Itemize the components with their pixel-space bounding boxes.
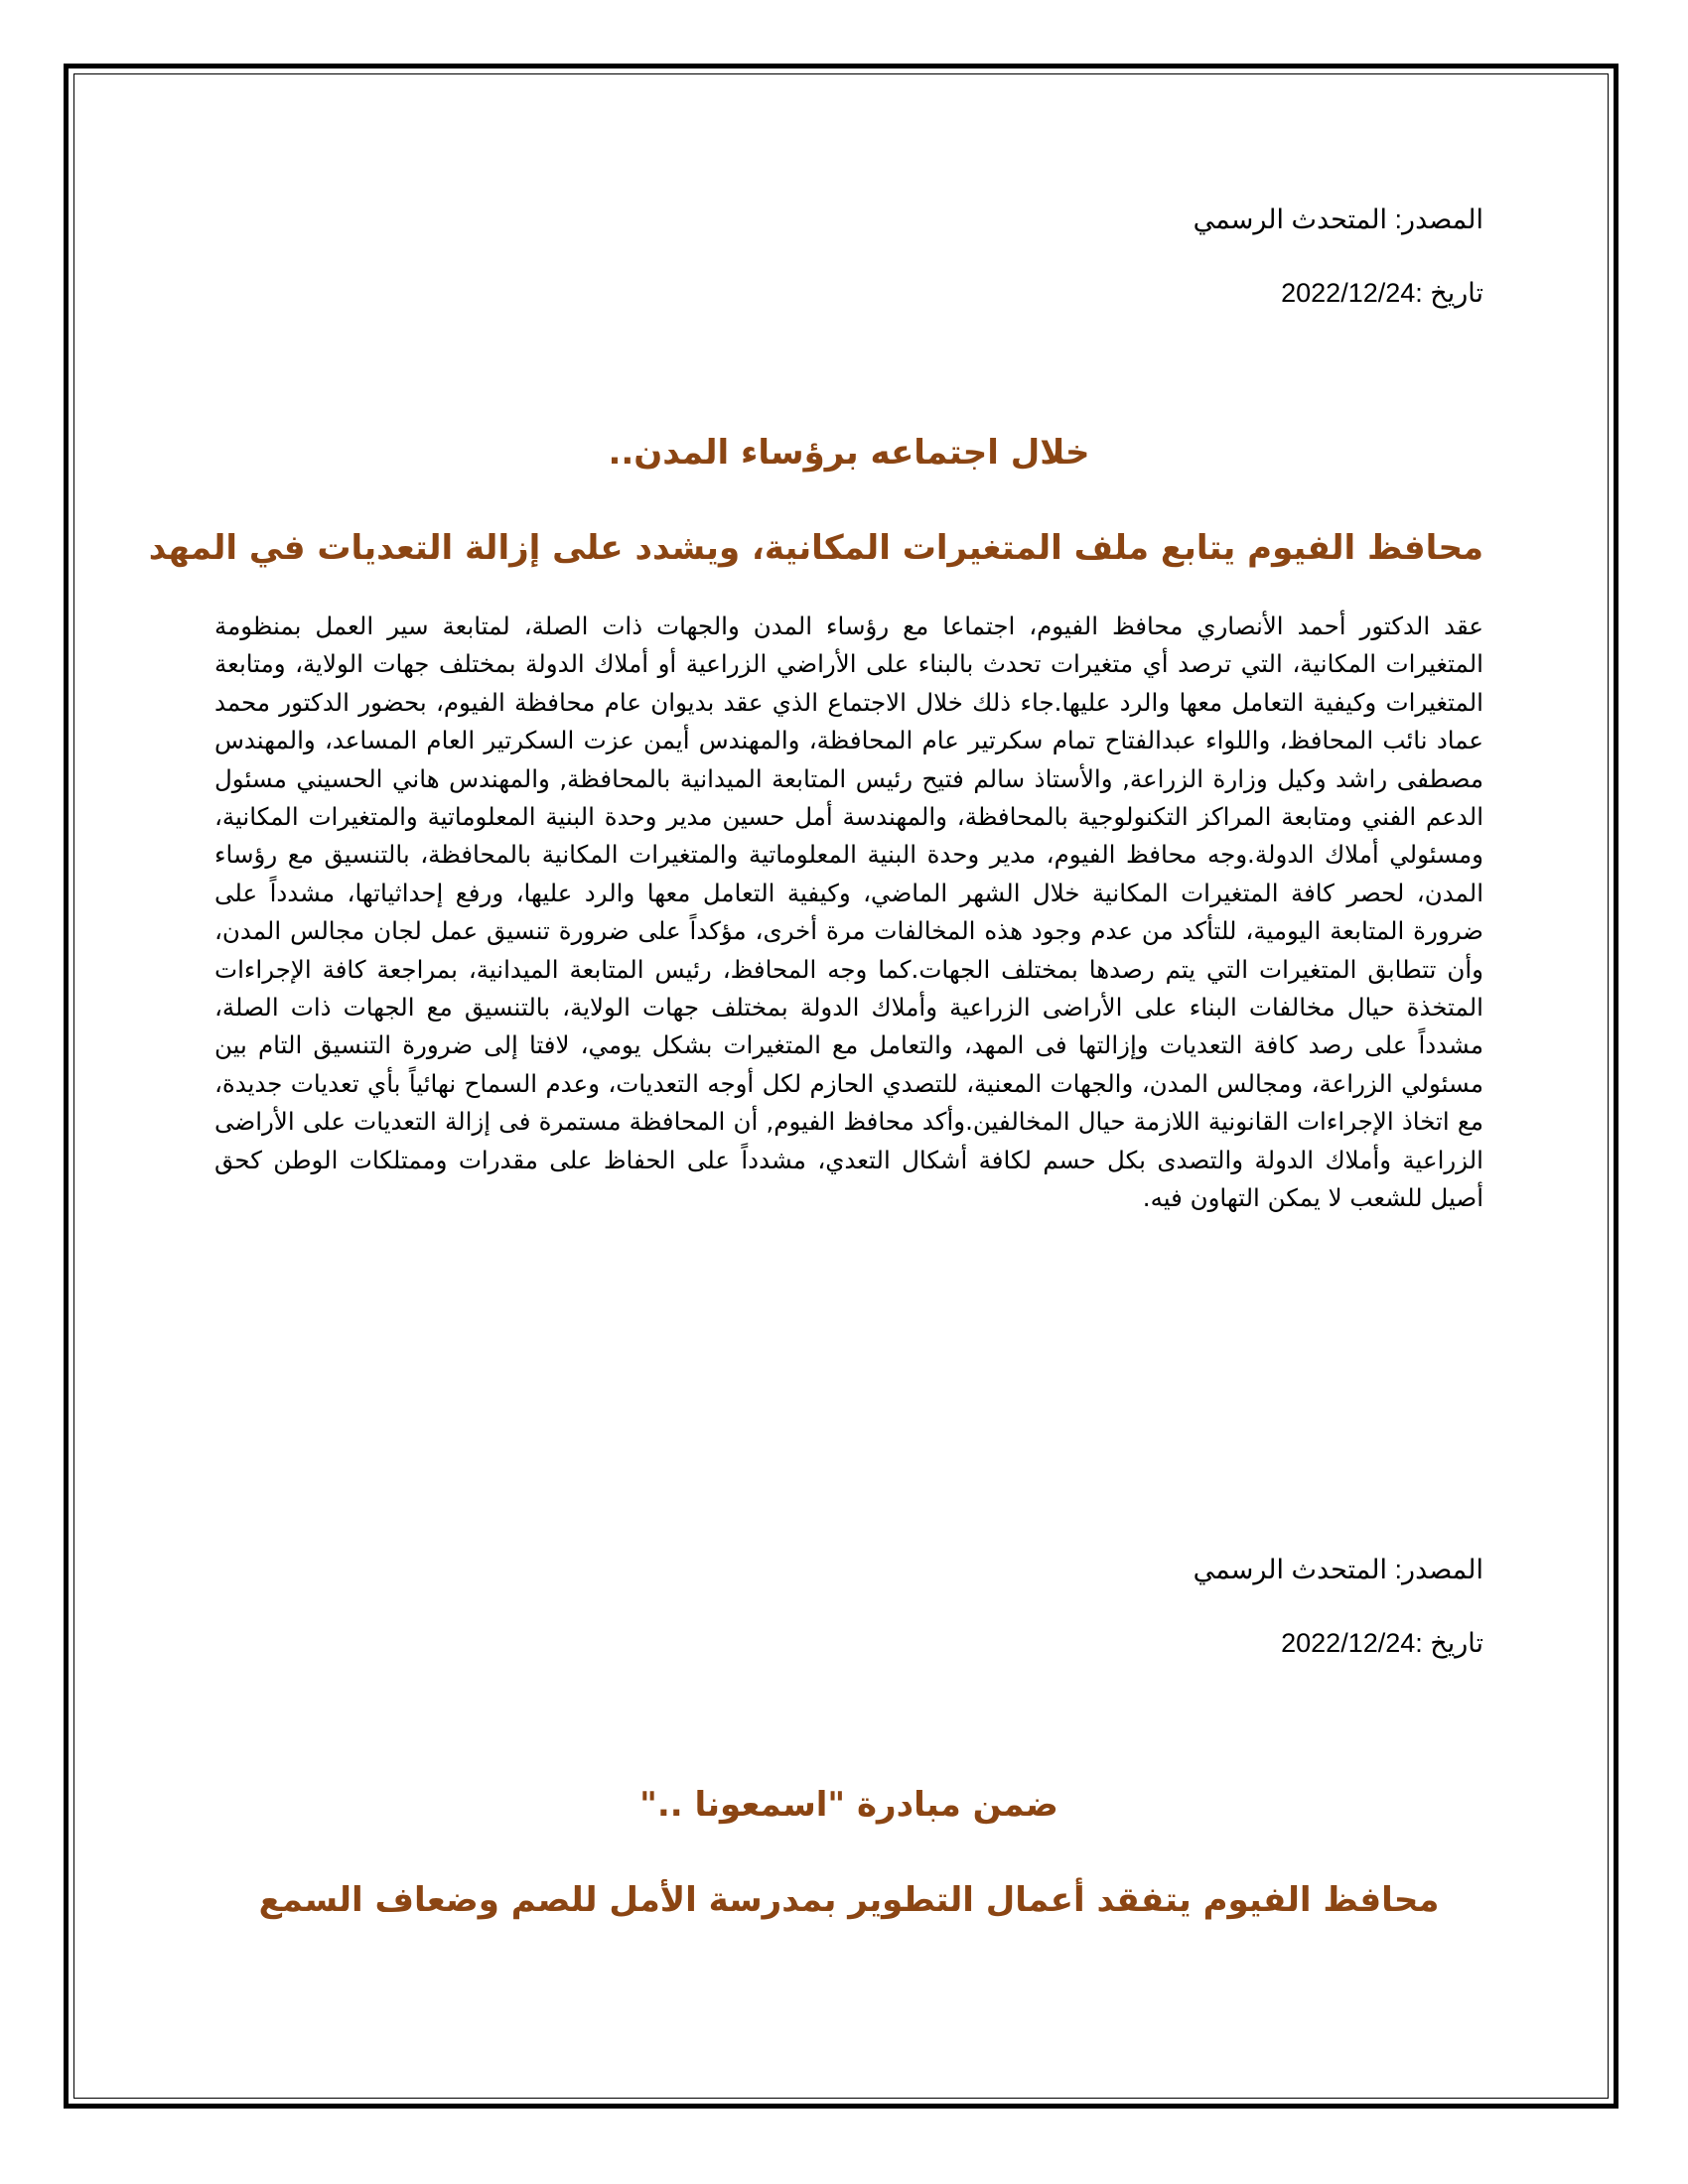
article2-date <box>1281 1626 1483 1660</box>
article1-date-label: تاريخ : <box>1415 278 1483 308</box>
article2-date-value: 2022/12/24 <box>1281 1628 1416 1658</box>
article1-date-value: 2022/12/24 <box>1281 278 1416 308</box>
article2-headline-main: محافظ الفيوم يتفقد أعمال التطوير بمدرسة الأمل للصم وضعاف السمع <box>258 1880 1440 1920</box>
article1-body: عقد الدكتور أحمد الأنصاري محافظ الفيوم، اجتماعا مع رؤساء المدن والجهات ذات الصلة، لمتابعة سير العمل بمنظومة المتغيرات المكانية، التي ترصد أي متغيرات تحدث بالبناء على الأراضي الزراعية أو أملاك الدولة بمختلف جهات الولاية، ومتابعة المتغيرات وكيفية التعامل معها والرد عليها.جاء ذلك خلال الاجتماع الذي عقد بديوان عام محافظة الفيوم، بحضور الدكتور محمد عماد نائب المحافظ، واللواء عبدالفتاح تمام سكرتير عام المحافظة، والمهندس أيمن عزت السكرتير العام المساعد، والمهندس مصطفى راشد وكيل وزارة الزراعة, والأستاذ سالم فتيح رئيس المتابعة الميدانية بالمحافظة, والمهندس هاني الحسيني مسئول الدعم الفني ومتابعة المراكز التكنولوجية بالمحافظة، والمهندسة أمل حسين مدير وحدة البنية المعلوماتية والمتغيرات المكانية، ومسئولي أملاك الدولة.وجه محافظ الفيوم، مدير وحدة البنية المعلوماتية والمتغيرات المكانية بالمحافظة، بالتنسيق مع رؤساء المدن، لحصر كافة المتغيرات المكانية خلال الشهر الماضي، وكيفية التعامل معها والرد عليها، ورفع إحداثياتها، مشدداً على ضرورة المتابعة اليومية، للتأكد من عدم وجود هذه المخالفات مرة أخرى، مؤكداً على ضرورة تنسيق عمل لجان مجالس المدن، وأن تتطابق المتغيرات التي يتم رصدها بمختلف الجهات.كما وجه المحافظ، رئيس المتابعة الميدانية، بمراجعة كافة الإجراءات المتخذة حيال مخالفات البناء على الأراضى الزراعية وأملاك الدولة بمختلف جهات الولاية، بالتنسيق مع الجهات ذات الصلة، مشدداً على رصد كافة التعديات وإزالتها فى المهد، والتعامل مع المتغيرات بشكل يومي، لافتا إلى ضرورة التنسيق التام بين مسئولي الزراعة، ومجالس المدن، والجهات المعنية، للتصدي الحازم لكل أوجه التعديات، وعدم السماح نهائياً بأي تعديات جديدة، مع اتخاذ الإجراءات القانونية اللازمة حيال المخالفين.وأكد محافظ الفيوم, أن المحافظة مستمرة فى إزالة التعديات على الأراضى الزراعية وأملاك الدولة والتصدى بكل حسم لكافة أشكال التعدي، مشدداً على الحفاظ على مقدرات وممتلكات الوطن كحق أصيل للشعب لا يمكن التهاون فيه. <box>214 612 1483 1213</box>
article2-headline-kicker: ضمن مبادرة "اسمعونا .." <box>639 1785 1058 1825</box>
article1-headline-kicker: خلال اجتماعه برؤساء المدن.. <box>608 433 1090 473</box>
article1-source: المصدر: المتحدث الرسمي <box>1193 205 1483 234</box>
article2-date-label: تاريخ : <box>1415 1628 1483 1658</box>
article1-headline-main: محافظ الفيوم يتابع ملف المتغيرات المكانية، ويشدد على إزالة التعديات في المهد <box>148 528 1483 568</box>
article2-source: المصدر: المتحدث الرسمي <box>1193 1555 1483 1584</box>
article1-date <box>1281 276 1483 310</box>
document-content <box>148 0 1483 2184</box>
